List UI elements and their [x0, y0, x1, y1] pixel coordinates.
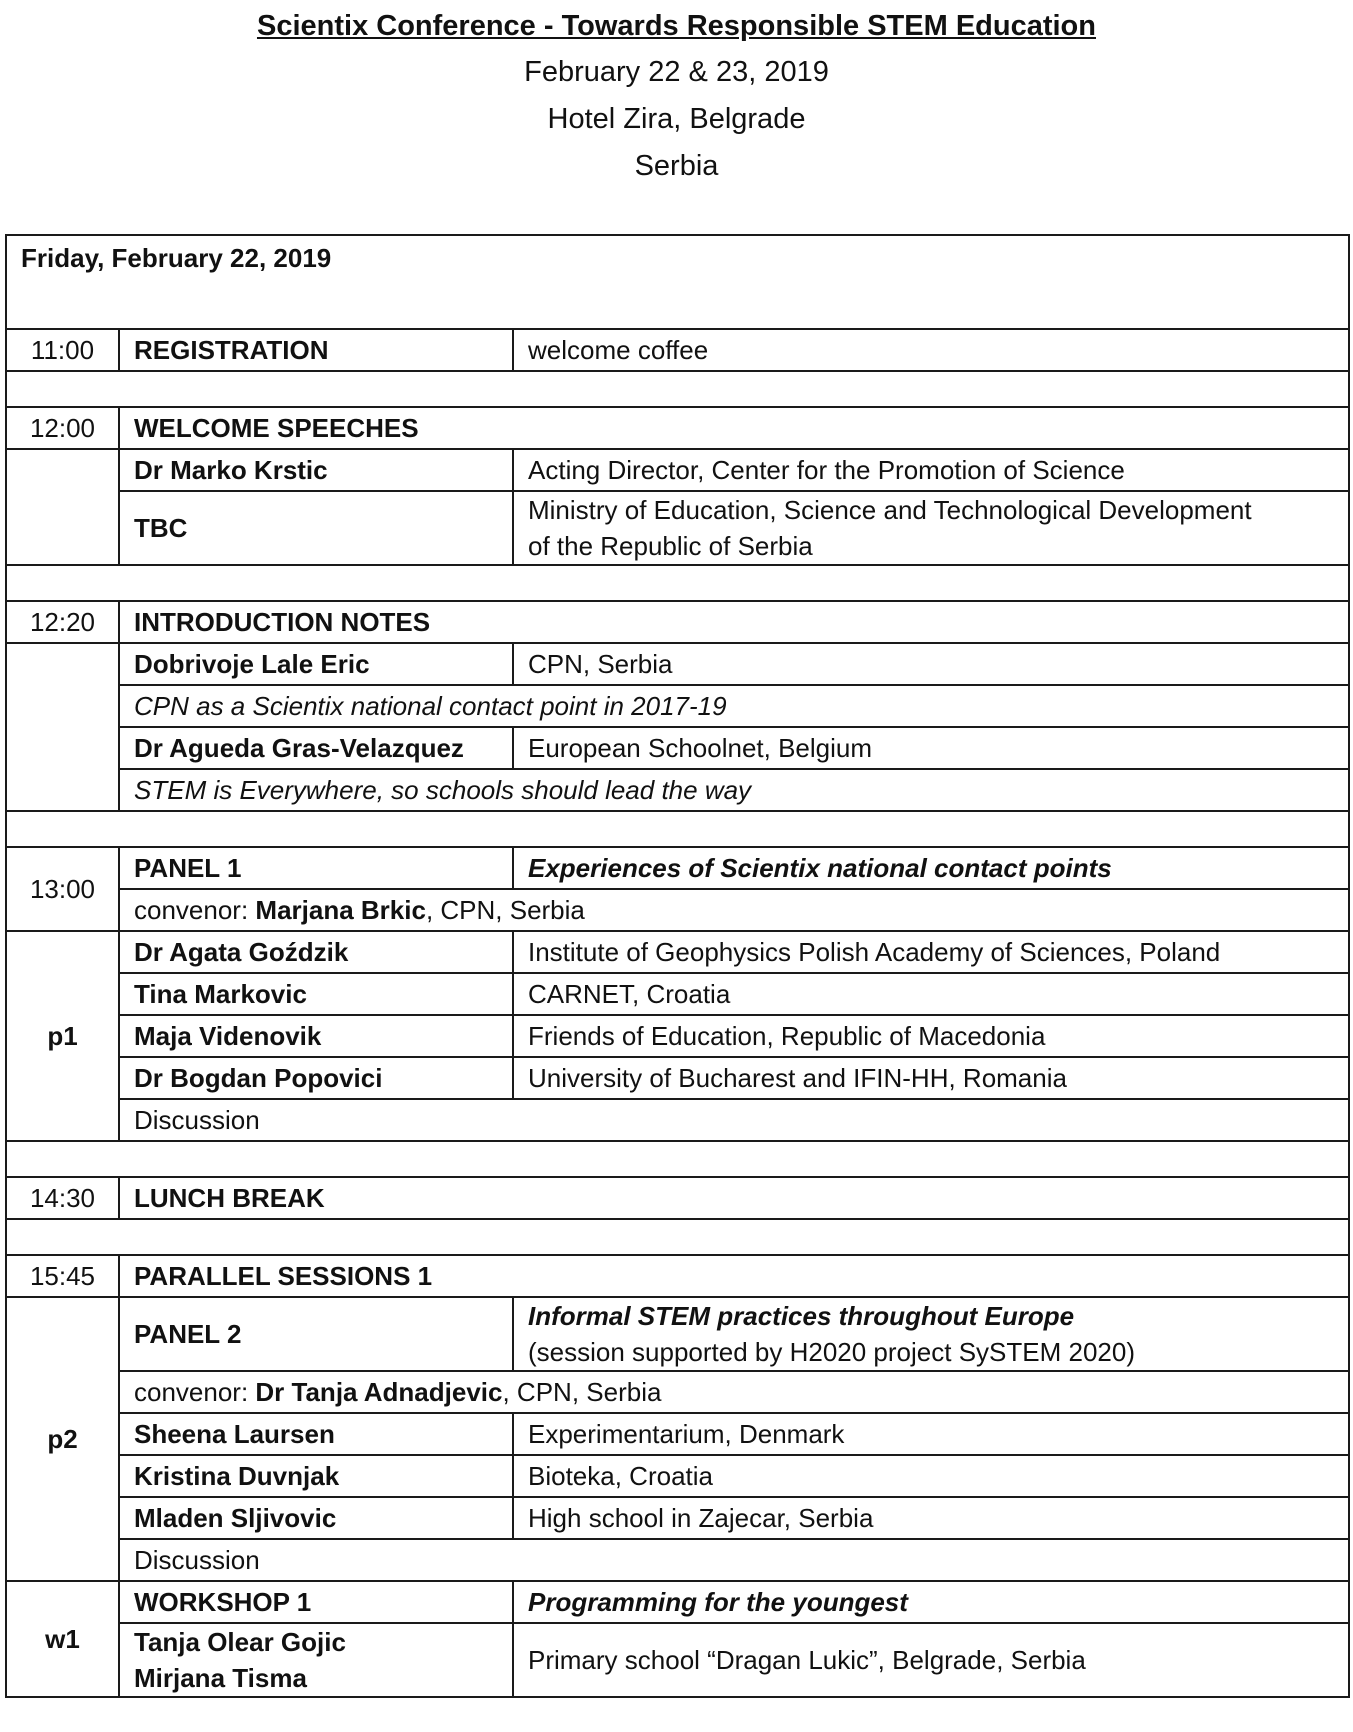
- session-title: REGISTRATION: [119, 329, 513, 371]
- day-heading: Friday, February 22, 2019: [6, 235, 1349, 329]
- speaker-name: Sheena Laursen: [119, 1413, 513, 1455]
- discussion-label: Discussion: [119, 1099, 1349, 1141]
- session-title: LUNCH BREAK: [119, 1177, 1349, 1219]
- session-title: PANEL 1: [119, 847, 513, 889]
- panel1-row: [6, 847, 1349, 889]
- speaker-affiliation: CPN, Serbia: [513, 643, 1349, 685]
- speaker-affiliation: Ministry of Education, Science and Technological Development of the Republic of Serbia: [513, 491, 1349, 565]
- session-time: 14:30: [6, 1177, 119, 1219]
- intro-row: [6, 601, 1349, 643]
- session-code: w1: [6, 1581, 119, 1697]
- session-title: PARALLEL SESSIONS 1: [119, 1255, 1349, 1297]
- conference-date: February 22 & 23, 2019: [524, 56, 829, 88]
- program-table: [5, 234, 1350, 1698]
- talk-title: CPN as a Scientix national contact point in 2017-19: [119, 685, 1349, 727]
- session-title: PANEL 2: [119, 1297, 513, 1371]
- speaker-name: TBC: [119, 491, 513, 565]
- speaker-affiliation: Experimentarium, Denmark: [513, 1413, 1349, 1455]
- workshop1-row: [6, 1581, 1349, 1623]
- lunch-row: [6, 1177, 1349, 1219]
- session-time: 15:45: [6, 1255, 119, 1297]
- session-title: WELCOME SPEECHES: [119, 407, 1349, 449]
- convenor: convenor: Dr Tanja Adnadjevic, CPN, Serbia: [119, 1371, 1349, 1413]
- talk-row: [6, 685, 1349, 727]
- speaker-name: Kristina Duvnjak: [119, 1455, 513, 1497]
- welcome-row: [6, 407, 1349, 449]
- speaker-affiliation: University of Bucharest and IFIN-HH, Romania: [513, 1057, 1349, 1099]
- talk-title: STEM is Everywhere, so schools should lead the way: [119, 769, 1349, 811]
- conference-country: Serbia: [634, 150, 719, 182]
- speaker-row: [6, 1455, 1349, 1497]
- discussion-row: [6, 1539, 1349, 1581]
- session-code: p1: [6, 931, 119, 1141]
- speaker-row: [6, 1057, 1349, 1099]
- speaker-affiliation: CARNET, Croatia: [513, 973, 1349, 1015]
- speaker-name: Dr Agata Goździk: [119, 931, 513, 973]
- presenter-row: [6, 1623, 1349, 1697]
- speaker-row: [6, 449, 1349, 491]
- speaker-name: Mladen Sljivovic: [119, 1497, 513, 1539]
- speaker-row: [6, 1015, 1349, 1057]
- speaker-name: Tina Markovic: [119, 973, 513, 1015]
- speaker-affiliation: Institute of Geophysics Polish Academy of Sciences, Poland: [513, 931, 1349, 973]
- speaker-row: [6, 491, 1349, 565]
- session-time: 11:00: [6, 329, 119, 371]
- conference-title: Scientix Conference - Towards Responsible STEM Education: [256, 10, 1096, 42]
- speaker-row: [6, 1413, 1349, 1455]
- session-code: p2: [6, 1297, 119, 1581]
- presenter-affiliation: Primary school “Dragan Lukic”, Belgrade, Serbia: [513, 1623, 1349, 1697]
- spacer-row: [6, 565, 1349, 601]
- session-topic: Experiences of Scientix national contact points: [513, 847, 1349, 889]
- spacer-row: [6, 1219, 1349, 1255]
- convenor: convenor: Marjana Brkic, CPN, Serbia: [119, 889, 1349, 931]
- speaker-affiliation: European Schoolnet, Belgium: [513, 727, 1349, 769]
- speaker-affiliation: Friends of Education, Republic of Macedonia: [513, 1015, 1349, 1057]
- session-time: 12:20: [6, 601, 119, 643]
- session-title: WORKSHOP 1: [119, 1581, 513, 1623]
- speaker-name: Dr Bogdan Popovici: [119, 1057, 513, 1099]
- spacer-row: [6, 811, 1349, 847]
- convenor-row: [6, 889, 1349, 931]
- convenor-row: [6, 1371, 1349, 1413]
- talk-row: [6, 769, 1349, 811]
- speaker-row: [6, 727, 1349, 769]
- speaker-name: Maja Videnovik: [119, 1015, 513, 1057]
- session-topic: Informal STEM practices throughout Europe (session supported by H2020 project SySTEM 2020): [513, 1297, 1349, 1371]
- conference-venue: Hotel Zira, Belgrade: [547, 103, 806, 135]
- discussion-label: Discussion: [119, 1539, 1349, 1581]
- session-title: INTRODUCTION NOTES: [119, 601, 1349, 643]
- session-note: welcome coffee: [513, 329, 1349, 371]
- speaker-row: [6, 931, 1349, 973]
- day-header-row: [6, 235, 1349, 329]
- session-time: 12:00: [6, 407, 119, 449]
- speaker-row: [6, 973, 1349, 1015]
- speaker-name: Dr Marko Krstic: [119, 449, 513, 491]
- speaker-row: [6, 1497, 1349, 1539]
- parallel-row: [6, 1255, 1349, 1297]
- convenor-name: Marjana Brkic: [255, 895, 426, 925]
- speaker-affiliation: Bioteka, Croatia: [513, 1455, 1349, 1497]
- speaker-affiliation: High school in Zajecar, Serbia: [513, 1497, 1349, 1539]
- panel2-row: [6, 1297, 1349, 1371]
- spacer-row: [6, 371, 1349, 407]
- session-time: 13:00: [6, 847, 119, 931]
- spacer-row: [6, 1141, 1349, 1177]
- speaker-row: [6, 643, 1349, 685]
- presenter-names: Tanja Olear Gojic Mirjana Tisma: [119, 1623, 513, 1697]
- discussion-row: [6, 1099, 1349, 1141]
- convenor-name: Dr Tanja Adnadjevic: [255, 1377, 503, 1407]
- speaker-name: Dobrivoje Lale Eric: [119, 643, 513, 685]
- speaker-name: Dr Agueda Gras-Velazquez: [119, 727, 513, 769]
- session-topic: Programming for the youngest: [513, 1581, 1349, 1623]
- registration-row: [6, 329, 1349, 371]
- speaker-affiliation: Acting Director, Center for the Promotion of Science: [513, 449, 1349, 491]
